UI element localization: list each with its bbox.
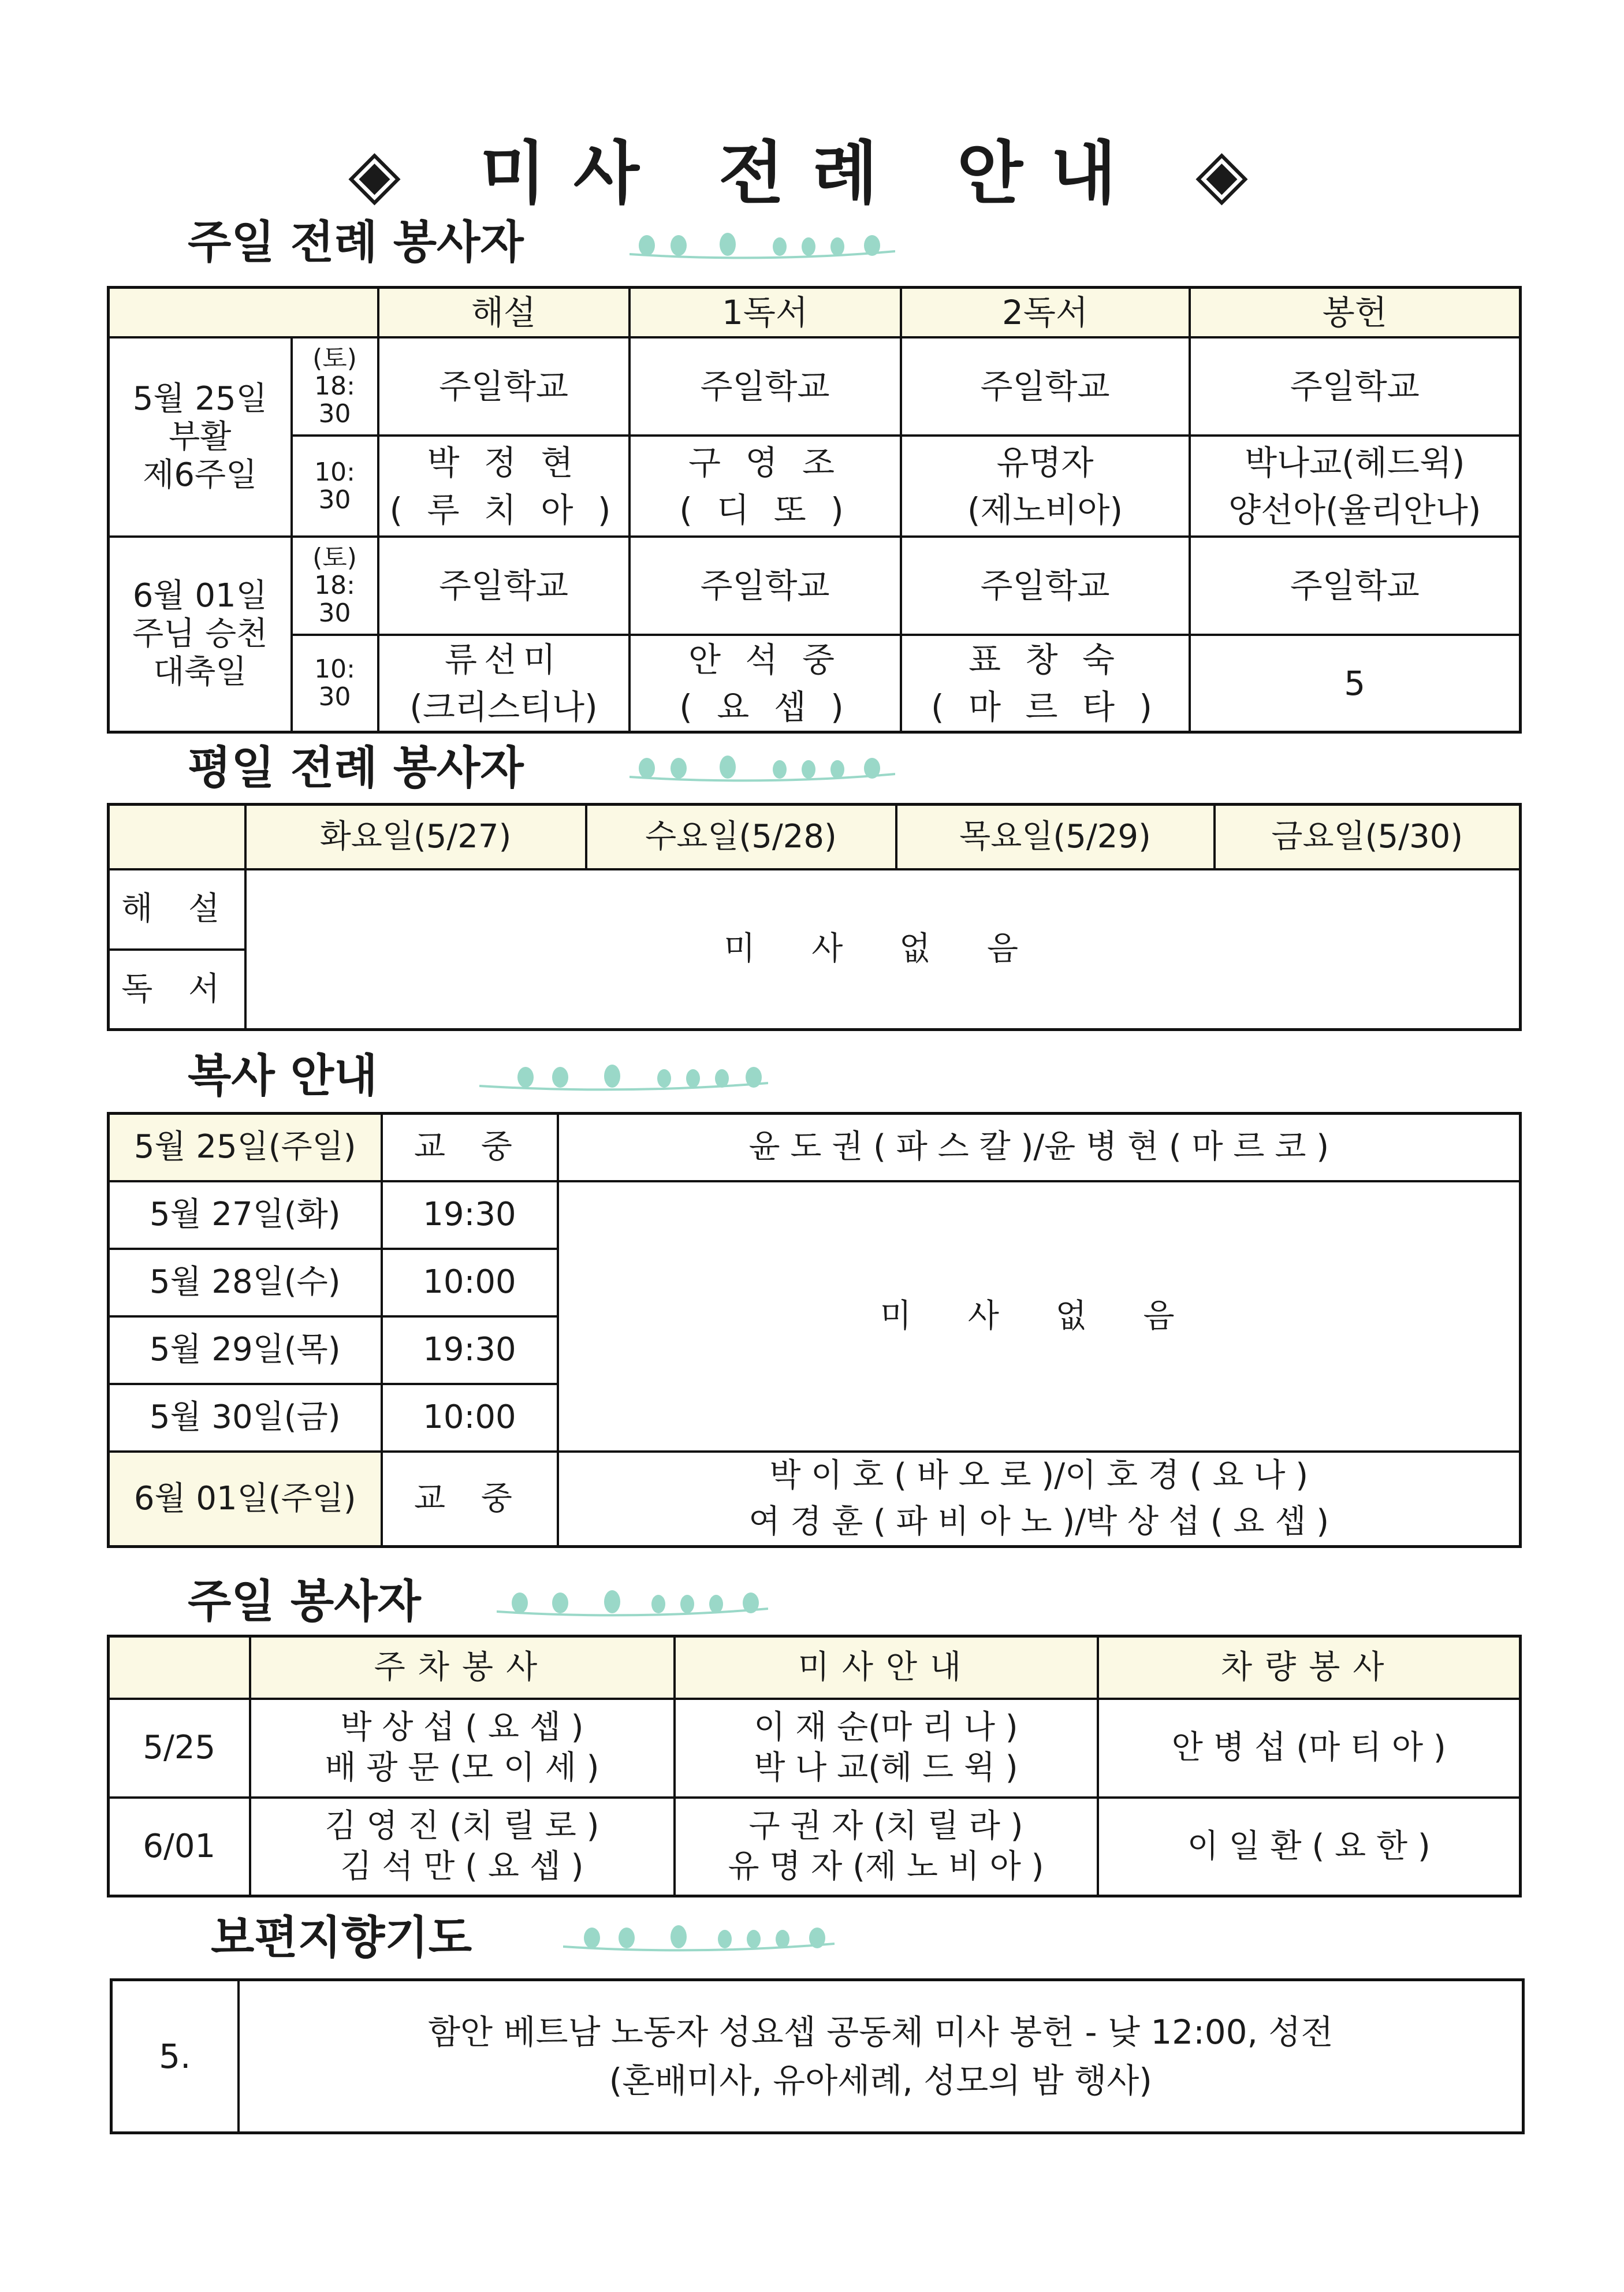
parking-volunteers: 박 상 섭 ( 요 셉 ) 배 광 문 (모 이 세 ) (250, 1699, 675, 1798)
table-header-row (109, 805, 1521, 869)
column-header: 해설 (378, 288, 630, 338)
date-cell: 5월 30일(금) (109, 1384, 382, 1452)
section-heading-weekday-liturgy: 평일 전례 봉사자 (188, 742, 524, 794)
section-heading-altar-servers: 복사 안내 (188, 1050, 378, 1102)
assignment-cell: 표 창 숙 ( 마 르 타 ) (901, 635, 1190, 732)
server-names: 박 이 호 ( 바 오 로 )/이 호 경 ( 요 나 ) 여 경 훈 ( 파 비 아 노 )/박 상 섭 ( 요 셉 ) (558, 1452, 1521, 1547)
page-title: ◈ 미사 전례 안내 ◈ (348, 133, 1276, 213)
date-cell: 5월 27일(화) (109, 1181, 382, 1249)
assignment-cell: 주일학교 (901, 537, 1190, 635)
prayer-intention-text: 함안 베트남 노동자 성요셉 공동체 미사 봉헌 - 낮 12:00, 성전 (혼배미사, 유아세례, 성모의 밤 행사) (239, 1980, 1524, 2133)
month-cell: 5. (111, 1980, 239, 2133)
mass-guide-volunteers: 이 재 순(마 리 나 ) 박 나 교(헤 드 윅 ) (675, 1699, 1098, 1798)
sunday-liturgy-table (107, 286, 1522, 734)
floral-ornament-icon (479, 1060, 768, 1095)
column-header: 주차봉사 (250, 1636, 675, 1699)
time-cell: 교 중 (382, 1452, 558, 1547)
vehicle-volunteers: 안 병 섭 (마 티 아 ) (1098, 1699, 1521, 1798)
table-row (109, 436, 1521, 537)
column-header: 1독서 (630, 288, 901, 338)
date-cell: 6월 01일 주님 승천 대축일 (109, 537, 292, 732)
column-header: 수요일(5/28) (586, 805, 896, 869)
table-row (109, 1181, 1521, 1249)
corner-cell (109, 1636, 250, 1699)
date-cell: 5월 28일(수) (109, 1249, 382, 1316)
table-row (109, 1798, 1521, 1896)
table-header-row (109, 288, 1521, 338)
floral-ornament-icon (630, 228, 895, 263)
section-heading-prayer-intention: 보편지향기도 (211, 1912, 472, 1964)
date-cell: 5월 25일(주일) (109, 1114, 382, 1181)
column-header: 미사안내 (675, 1636, 1098, 1699)
column-header: 목요일(5/29) (896, 805, 1215, 869)
assignment-cell: 5 (1190, 635, 1521, 732)
column-header: 2독서 (901, 288, 1190, 338)
prayer-intention-table (110, 1978, 1525, 2134)
time-cell: (토) 18: 30 (292, 337, 378, 436)
assignment-cell: 주일학교 (630, 537, 901, 635)
date-cell: 5월 29일(목) (109, 1316, 382, 1384)
time-cell: (토) 18: 30 (292, 537, 378, 635)
assignment-cell: 류선미 (크리스티나) (378, 635, 630, 732)
table-row (109, 635, 1521, 732)
no-mass-notice: 미 사 없 음 (245, 869, 1521, 1030)
table-row (109, 337, 1521, 436)
column-header: 차량봉사 (1098, 1636, 1521, 1699)
assignment-cell: 주일학교 (1190, 337, 1521, 436)
table-row (109, 1452, 1521, 1547)
date-cell: 5월 25일 부활 제6주일 (109, 337, 292, 537)
table-row (109, 1699, 1521, 1798)
row-label: 독 서 (109, 950, 245, 1030)
time-cell: 10: 30 (292, 635, 378, 732)
sunday-volunteer-table (107, 1635, 1522, 1897)
table-header-row (109, 1636, 1521, 1699)
assignment-cell: 주일학교 (901, 337, 1190, 436)
date-cell: 6월 01일(주일) (109, 1452, 382, 1547)
assignment-cell: 주일학교 (630, 337, 901, 436)
date-cell: 5/25 (109, 1699, 250, 1798)
section-heading-sunday-volunteers: 주일 봉사자 (188, 1576, 421, 1628)
no-mass-notice: 미 사 없 음 (558, 1181, 1521, 1452)
server-names: 윤 도 권 ( 파 스 칼 )/윤 병 현 ( 마 르 코 ) (558, 1114, 1521, 1181)
corner-cell (109, 288, 378, 338)
date-cell: 6/01 (109, 1798, 250, 1896)
assignment-cell: 주일학교 (1190, 537, 1521, 635)
altar-server-table (107, 1112, 1522, 1548)
time-cell: 19:30 (382, 1181, 558, 1249)
time-cell: 10:00 (382, 1384, 558, 1452)
assignment-cell: 주일학교 (378, 537, 630, 635)
table-row (109, 537, 1521, 635)
assignment-cell: 구 영 조 ( 디 또 ) (630, 436, 901, 537)
assignment-cell: 박 정 현 ( 루 치 아 ) (378, 436, 630, 537)
time-cell: 교 중 (382, 1114, 558, 1181)
table-row (109, 869, 1521, 950)
floral-ornament-icon (630, 751, 895, 786)
time-cell: 10:00 (382, 1249, 558, 1316)
row-label: 해 설 (109, 869, 245, 950)
corner-cell (109, 805, 245, 869)
table-row (109, 1114, 1521, 1181)
table-row (111, 1980, 1524, 2133)
section-heading-sunday-liturgy: 주일 전례 봉사자 (188, 217, 524, 269)
assignment-cell: 안 석 중 ( 요 셉 ) (630, 635, 901, 732)
column-header: 금요일(5/30) (1215, 805, 1521, 869)
time-cell: 19:30 (382, 1316, 558, 1384)
floral-ornament-icon (497, 1586, 768, 1620)
assignment-cell: 박나교(헤드윅) 양선아(율리안나) (1190, 436, 1521, 537)
weekday-liturgy-table (107, 803, 1522, 1031)
time-cell: 10: 30 (292, 436, 378, 537)
column-header: 봉헌 (1190, 288, 1521, 338)
parking-volunteers: 김 영 진 (치 릴 로 ) 김 석 만 ( 요 셉 ) (250, 1798, 675, 1896)
vehicle-volunteers: 이 일 환 ( 요 한 ) (1098, 1798, 1521, 1896)
floral-ornament-icon (563, 1921, 835, 1955)
assignment-cell: 주일학교 (378, 337, 630, 436)
column-header: 화요일(5/27) (245, 805, 586, 869)
assignment-cell: 유명자 (제노비아) (901, 436, 1190, 537)
mass-guide-volunteers: 구 권 자 (치 릴 라 ) 유 명 자 (제 노 비 아 ) (675, 1798, 1098, 1896)
